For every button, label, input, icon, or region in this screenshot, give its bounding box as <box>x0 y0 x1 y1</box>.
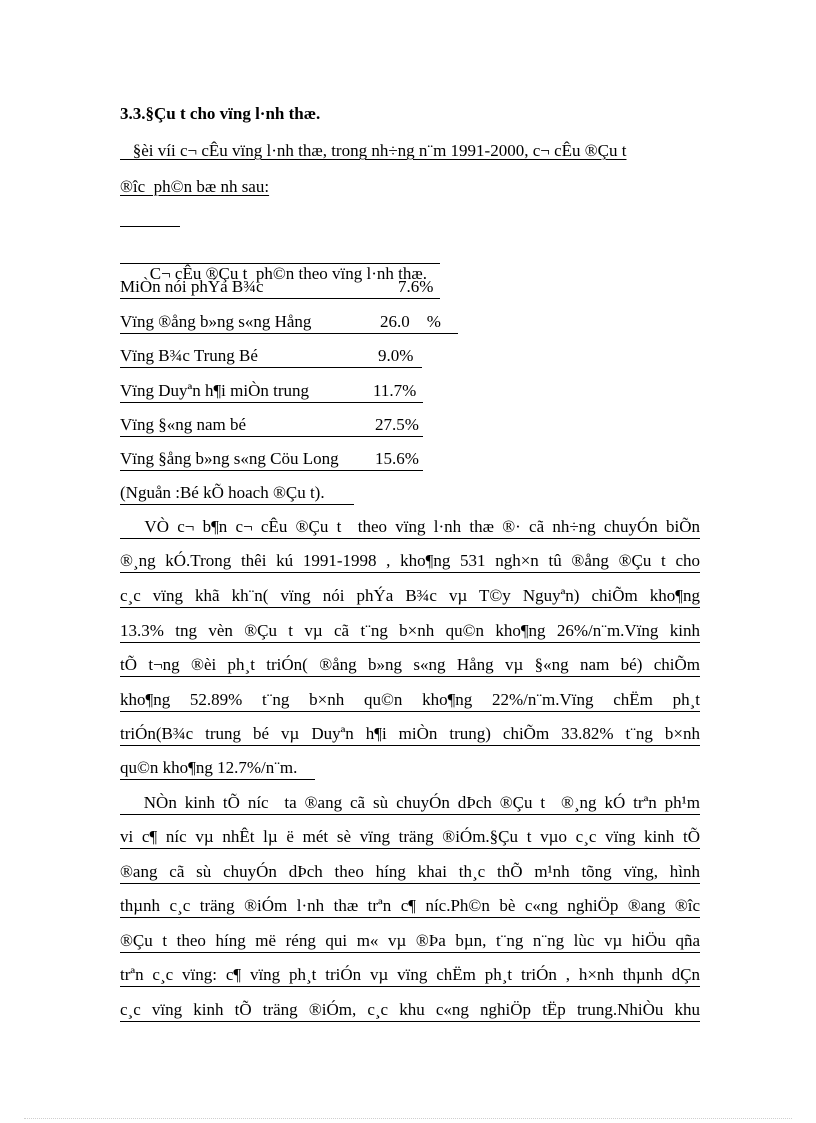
paragraph-2-line: c¸c vïng kinh tÕ träng ®iÓm, c¸c khu c«ng nghiÖp tËp trung.NhiÒu khu <box>120 999 700 1022</box>
table-row <box>120 414 423 437</box>
paragraph-1-line: tÕ t¬ng ®èi ph¸t triÓn( ®ång b»ng s«ng Hång vµ §«ng nam bé) chiÕm <box>120 654 700 677</box>
region-name: Vïng B¾c Trung Bé <box>120 346 258 365</box>
table-row <box>120 380 423 403</box>
region-name: MiÒn nói phÝa B¾c <box>120 277 264 296</box>
paragraph-1-line: 13.3% tng vèn ®Çu t vµ cã t¨ng b×nh qu©n kho¶ng 26%/n¨m.Vïng kinh <box>120 620 700 643</box>
region-value: 15.6% <box>375 449 419 468</box>
page-bottom-border <box>24 1118 792 1119</box>
section-heading: 3.3.§Çu t cho vïng l·nh thæ. <box>120 104 321 123</box>
table-row <box>120 345 422 368</box>
paragraph-2-line: trªn c¸c vïng: c¶ vïng ph¸t triÓn vµ vïng chËm ph¸t triÓn , h×nh thµnh dÇn <box>120 964 700 987</box>
table-row <box>120 448 423 471</box>
table-row <box>120 276 440 299</box>
intro-line-1: §èi víi c¬ cÊu vïng l·nh thæ, trong nh÷ng n¨m 1991-2000, c¬ cÊu ®Çu t <box>120 141 627 160</box>
table-row <box>120 311 458 334</box>
region-value: 7.6% <box>398 277 434 296</box>
short-rule <box>120 226 180 227</box>
region-value: 9.0% <box>378 346 414 365</box>
paragraph-2-line: NÒn kinh tÕ níc ta ®ang cã sù chuyÓn dÞch ®Çu t ®¸ng kÓ trªn ph¹m <box>120 792 700 815</box>
table-caption <box>120 241 440 283</box>
paragraph-1-line: triÓn(B¾c trung bé vµ Duyªn h¶i miÒn trung) chiÕm 33.82% t¨ng b×nh <box>120 723 700 746</box>
region-name: Vïng Duyªn h¶i miÒn trung <box>120 381 310 400</box>
paragraph-1-line: VÒ c¬ b¶n c¬ cÊu ®Çu t theo vïng l·nh thæ ®· cã nh÷ng chuyÓn biÕn <box>120 516 700 539</box>
table-caption-text: C¬ cÊu ®Çu t ph©n theo vïng l·nh thæ. <box>137 264 427 283</box>
paragraph-1-last-line-text: qu©n kho¶ng 12.7%/n¨m. <box>120 758 298 777</box>
region-name: Vïng §«ng nam bé <box>120 415 247 434</box>
table-source-text: (Nguån :Bé kÕ hoach ®Çu t). <box>120 483 325 502</box>
paragraph-1-last-line <box>120 757 315 780</box>
paragraph-2-line: ®Çu t theo híng më réng qui m« vµ ®Þa bµn, t¨ng n¨ng lùc vµ hiÖu qña <box>120 930 700 953</box>
table-source <box>120 482 354 505</box>
paragraph-2-line: ®ang cã sù chuyÓn dÞch theo híng khai th¸c thÕ m¹nh tõng vïng, hình <box>120 861 700 884</box>
intro-line-2: ®îc ph©n bæ nh sau: <box>120 177 270 196</box>
region-name: Vïng §ång b»ng s«ng Cöu Long <box>120 449 339 468</box>
paragraph-1-line: kho¶ng 52.89% t¨ng b×nh qu©n kho¶ng 22%/n¨m.Vïng chËm ph¸t <box>120 689 700 712</box>
region-value: 11.7% <box>373 381 417 400</box>
paragraph-2-line: vi c¶ níc vµ nhÊt lµ ë mét sè vïng träng ®iÓm.§Çu t vµo c¸c vïng kinh tÕ <box>120 826 700 849</box>
paragraph-2-line: thµnh c¸c träng ®iÓm l·nh thæ trªn c¶ níc.Ph©n bè c«ng nghiÖp ®ang ®îc <box>120 895 700 918</box>
paragraph-1-line: c¸c vïng khã kh¨n( vïng nói phÝa B¾c vµ T©y Nguyªn) chiÕm kho¶ng <box>120 585 700 608</box>
region-value: 26.0 % <box>380 312 441 331</box>
region-name: Vïng ®ång b»ng s«ng Hång <box>120 312 312 331</box>
paragraph-1-line: ®¸ng kÓ.Trong thêi kú 1991-1998 , kho¶ng 531 ngh×n tû ®ång ®Çu t cho <box>120 550 700 573</box>
region-value: 27.5% <box>375 415 419 434</box>
